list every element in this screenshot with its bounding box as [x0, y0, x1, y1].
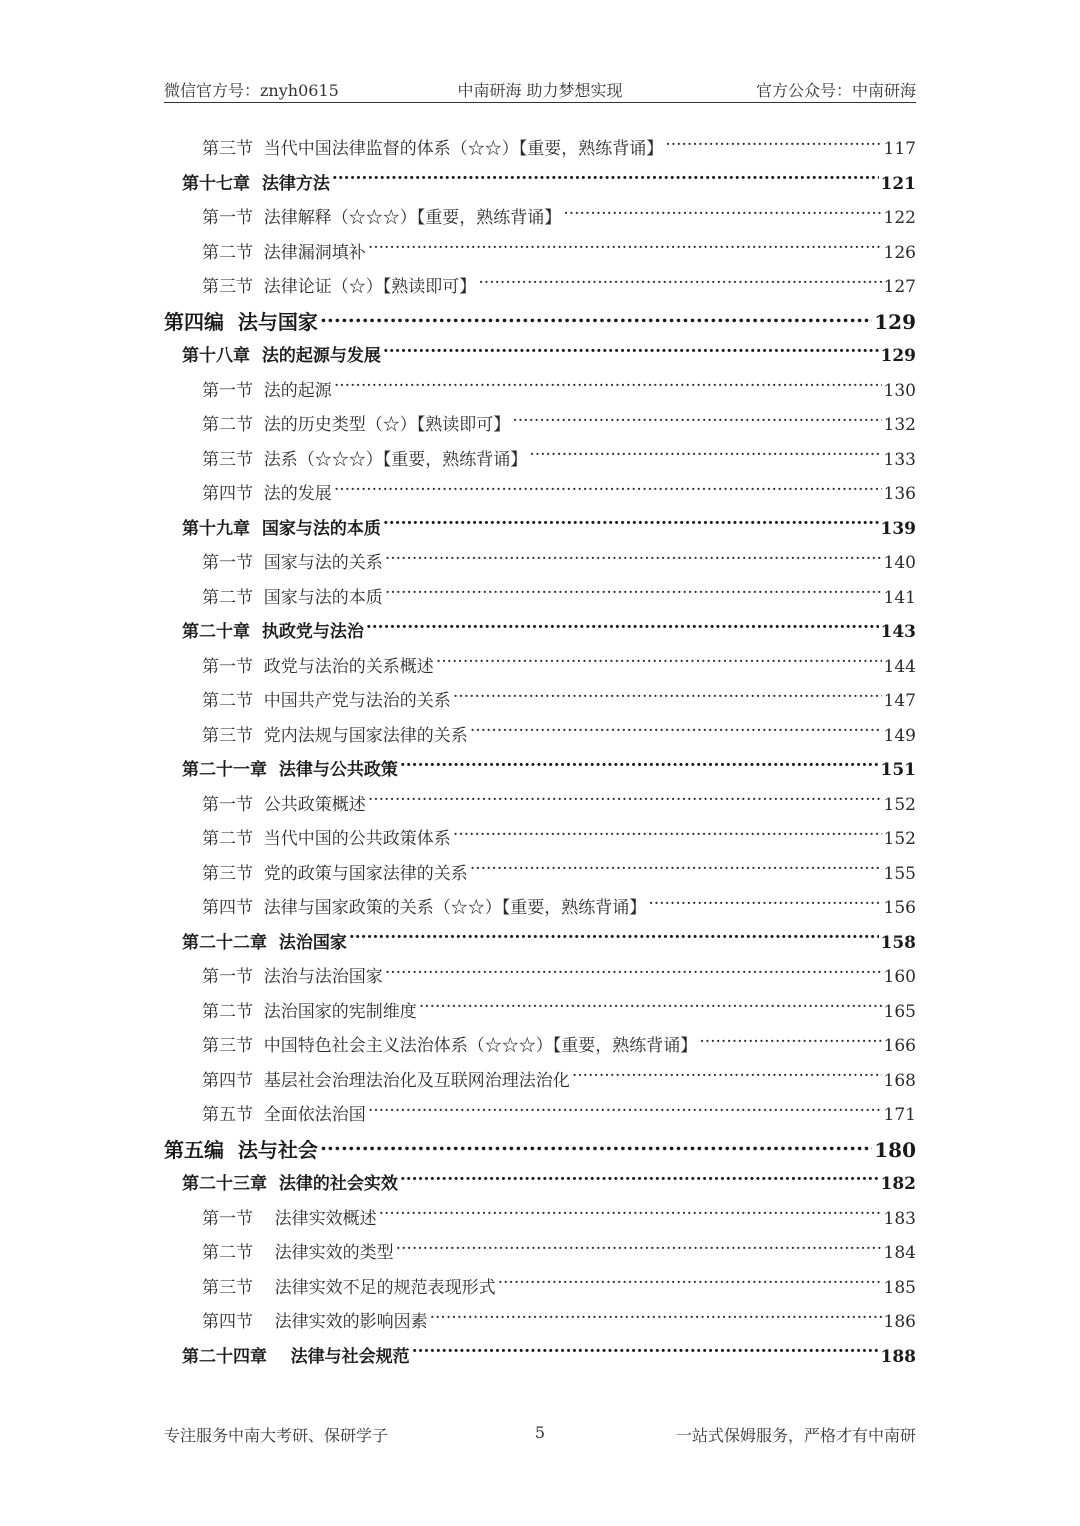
- toc-entry-label: 第三节 法系（☆☆☆）【重要，熟练背诵】: [202, 449, 528, 470]
- toc-entry-section[interactable]: [164, 477, 916, 512]
- toc-dot-leader: [396, 1241, 882, 1258]
- toc-dot-leader: [453, 827, 882, 844]
- toc-entry-part[interactable]: [164, 1133, 916, 1168]
- toc-entry-page-number: 156: [883, 898, 916, 918]
- toc-entry-section[interactable]: [164, 581, 916, 616]
- toc-dot-leader: [349, 931, 879, 948]
- toc-dot-leader: [332, 172, 879, 189]
- toc-entry-page-number: 122: [883, 208, 916, 228]
- toc-entry-section[interactable]: [164, 684, 916, 719]
- toc-entry-page-number: 168: [883, 1070, 916, 1091]
- toc-dot-leader: [470, 862, 882, 879]
- toc-entry-section[interactable]: [164, 270, 916, 305]
- toc-entry-page-number: 171: [883, 1105, 916, 1125]
- toc-entry-section[interactable]: [164, 995, 916, 1030]
- toc-entry-page-number: 182: [880, 1174, 916, 1194]
- toc-dot-leader: [383, 517, 879, 534]
- toc-entry-page-number: 188: [880, 1346, 916, 1367]
- toc-entry-page-number: 117: [883, 139, 916, 159]
- toc-entry-label: 第四节 法律实效的影响因素: [202, 1312, 428, 1332]
- toc-entry-chapter[interactable]: [164, 339, 916, 374]
- toc-entry-page-number: 127: [883, 277, 916, 297]
- toc-entry-section[interactable]: [164, 201, 916, 236]
- toc-dot-leader: [385, 965, 882, 982]
- toc-entry-chapter[interactable]: [164, 926, 916, 961]
- toc-dot-leader: [430, 1310, 882, 1327]
- toc-entry-label: 第一节 政党与法治的关系概述: [202, 656, 434, 677]
- toc-entry-page-number: 130: [883, 380, 916, 401]
- toc-entry-page-number: 133: [883, 449, 916, 470]
- toc-entry-section[interactable]: [164, 788, 916, 823]
- toc-dot-leader: [366, 620, 879, 637]
- toc-entry-page-number: 136: [883, 484, 916, 504]
- toc-entry-label: 第五编 法与社会: [164, 1137, 318, 1162]
- toc-entry-label: 第三节 法律实效不足的规范表现形式: [202, 1277, 496, 1298]
- toc-entry-page-number: 158: [880, 932, 916, 953]
- toc-entry-chapter[interactable]: [164, 512, 916, 547]
- toc-entry-label: 第一节 公共政策概述: [202, 794, 366, 815]
- toc-dot-leader: [512, 413, 881, 430]
- toc-dot-leader: [665, 137, 881, 154]
- toc-dot-leader: [400, 758, 879, 775]
- toc-entry-label: 第二节 中国共产党与法治的关系: [202, 691, 451, 711]
- toc-entry-section[interactable]: [164, 132, 916, 167]
- toc-entry-section[interactable]: [164, 408, 916, 443]
- footer-tagline-left: 专注服务中南大考研、保研学子: [164, 1426, 389, 1445]
- toc-entry-page-number: 186: [883, 1312, 916, 1332]
- toc-entry-page-number: 152: [883, 794, 916, 815]
- toc-entry-section[interactable]: [164, 857, 916, 892]
- toc-entry-page-number: 132: [883, 415, 916, 435]
- toc-entry-section[interactable]: [164, 719, 916, 754]
- toc-entry-section[interactable]: [164, 1202, 916, 1237]
- toc-dot-leader: [383, 344, 879, 361]
- toc-entry-label: 第三节 当代中国法律监督的体系（☆☆）【重要，熟练背诵】: [202, 139, 664, 159]
- toc-dot-leader: [334, 379, 882, 396]
- toc-entry-label: 第二节 国家与法的本质: [202, 587, 383, 608]
- toc-dot-leader: [385, 586, 882, 603]
- toc-entry-page-number: 147: [883, 691, 916, 711]
- toc-dot-leader: [572, 1069, 882, 1086]
- toc-entry-label: 第三节 党内法规与国家法律的关系: [202, 725, 468, 746]
- toc-entry-page-number: 183: [883, 1208, 916, 1229]
- toc-entry-page-number: 185: [883, 1277, 916, 1298]
- toc-dot-leader: [648, 896, 881, 913]
- toc-dot-leader: [379, 1207, 882, 1224]
- toc-entry-section[interactable]: [164, 1098, 916, 1133]
- toc-entry-chapter[interactable]: [164, 1340, 916, 1375]
- toc-entry-label: 第四编 法与国家: [164, 309, 318, 334]
- toc-entry-section[interactable]: [164, 546, 916, 581]
- toc-entry-label: 第二节 当代中国的公共政策体系: [202, 829, 451, 849]
- toc-entry-section[interactable]: [164, 236, 916, 271]
- toc-entry-section[interactable]: [164, 891, 916, 926]
- toc-entry-page-number: 143: [880, 622, 916, 642]
- toc-entry-section[interactable]: [164, 1236, 916, 1271]
- toc-dot-leader: [320, 309, 872, 329]
- toc-entry-page-number: 121: [880, 173, 916, 194]
- toc-entry-section[interactable]: [164, 1305, 916, 1340]
- toc-entry-label: 第五节 全面依法治国: [202, 1105, 366, 1125]
- toc-entry-label: 第三节 中国特色社会主义法治体系（☆☆☆）【重要，熟练背诵】: [202, 1036, 698, 1056]
- toc-entry-label: 第二十四章 法律与社会规范: [182, 1346, 410, 1367]
- toc-entry-page-number: 139: [880, 518, 916, 539]
- toc-dot-leader: [385, 551, 882, 568]
- toc-dot-leader: [400, 1172, 879, 1189]
- toc-entry-chapter[interactable]: [164, 167, 916, 202]
- toc-entry-section[interactable]: [164, 822, 916, 857]
- toc-dot-leader: [368, 241, 882, 258]
- toc-entry-page-number: 129: [874, 309, 916, 334]
- toc-entry-page-number: 166: [883, 1036, 916, 1056]
- toc-entry-label: 第一节 国家与法的关系: [202, 553, 383, 573]
- toc-entry-page-number: 144: [883, 656, 916, 677]
- toc-dot-leader: [498, 1276, 882, 1293]
- toc-entry-page-number: 141: [883, 587, 916, 608]
- toc-entry-section[interactable]: [164, 443, 916, 478]
- toc-entry-label: 第一节 法律实效概述: [202, 1208, 377, 1229]
- toc-entry-section[interactable]: [164, 1064, 916, 1099]
- toc-entry-page-number: 184: [883, 1243, 916, 1263]
- toc-dot-leader: [470, 724, 882, 741]
- toc-entry-label: 第二十章 执政党与法治: [182, 622, 364, 642]
- toc-entry-label: 第二节 法的历史类型（☆）【熟读即可】: [202, 415, 511, 435]
- toc-entry-label: 第十八章 法的起源与发展: [182, 346, 381, 366]
- toc-entry-label: 第二十二章 法治国家: [182, 932, 347, 953]
- toc-entry-chapter[interactable]: [164, 615, 916, 650]
- toc-entry-section[interactable]: [164, 374, 916, 409]
- header-official-account: 官方公众号：中南研海: [755, 81, 916, 100]
- header-slogan: 中南研海 助力梦想实现: [457, 81, 623, 100]
- toc-entry-chapter[interactable]: [164, 753, 916, 788]
- toc-entry-label: 第一节 法律解释（☆☆☆）【重要，熟练背诵】: [202, 208, 562, 228]
- toc-entry-label: 第四节 法律与国家政策的关系（☆☆）【重要，熟练背诵】: [202, 898, 647, 918]
- toc-entry-label: 第十七章 法律方法: [182, 173, 330, 194]
- toc-dot-leader: [563, 206, 881, 223]
- toc-dot-leader: [453, 689, 882, 706]
- toc-dot-leader: [478, 275, 881, 292]
- toc-entry-label: 第三节 法律论证（☆）【熟读即可】: [202, 277, 477, 297]
- toc-dot-leader: [320, 1137, 872, 1157]
- toc-entry-part[interactable]: [164, 305, 916, 340]
- toc-entry-page-number: 126: [883, 242, 916, 263]
- toc-entry-chapter[interactable]: [164, 1167, 916, 1202]
- page-header: [164, 78, 916, 103]
- toc-dot-leader: [436, 655, 882, 672]
- toc-entry-section[interactable]: [164, 650, 916, 685]
- toc-entry-page-number: 140: [883, 553, 916, 573]
- table-of-contents: [164, 132, 916, 1374]
- toc-entry-page-number: 155: [883, 863, 916, 884]
- footer-page-number: 5: [534, 1423, 546, 1442]
- toc-entry-page-number: 160: [883, 967, 916, 987]
- toc-dot-leader: [529, 448, 881, 465]
- toc-entry-section[interactable]: [164, 1029, 916, 1064]
- footer-tagline-right: 一站式保姆服务，严格才有中南研: [675, 1426, 916, 1445]
- toc-dot-leader: [419, 1000, 882, 1017]
- toc-dot-leader: [368, 793, 882, 810]
- toc-entry-page-number: 152: [883, 829, 916, 849]
- toc-entry-page-number: 165: [883, 1001, 916, 1022]
- toc-entry-label: 第四节 基层社会治理法治化及互联网治理法治化: [202, 1070, 570, 1091]
- toc-entry-label: 第三节 党的政策与国家法律的关系: [202, 863, 468, 884]
- toc-entry-label: 第四节 法的发展: [202, 484, 332, 504]
- page-footer: [164, 1423, 916, 1445]
- toc-entry-label: 第二节 法治国家的宪制维度: [202, 1001, 417, 1022]
- toc-entry-page-number: 149: [883, 725, 916, 746]
- toc-entry-section[interactable]: [164, 1271, 916, 1306]
- toc-entry-page-number: 180: [874, 1137, 916, 1162]
- toc-entry-label: 第二十一章 法律与公共政策: [182, 760, 398, 780]
- toc-entry-page-number: 151: [880, 760, 916, 780]
- toc-dot-leader: [334, 482, 882, 499]
- header-wechat-id: 微信官方号：znyh0615: [164, 81, 339, 100]
- toc-entry-label: 第十九章 国家与法的本质: [182, 518, 381, 539]
- toc-dot-leader: [412, 1345, 879, 1362]
- toc-entry-page-number: 129: [880, 346, 916, 366]
- toc-entry-label: 第二节 法律实效的类型: [202, 1243, 394, 1263]
- toc-dot-leader: [368, 1103, 882, 1120]
- toc-entry-label: 第一节 法治与法治国家: [202, 967, 383, 987]
- toc-dot-leader: [699, 1034, 881, 1051]
- toc-entry-label: 第二节 法律漏洞填补: [202, 242, 366, 263]
- toc-entry-label: 第一节 法的起源: [202, 380, 332, 401]
- toc-entry-label: 第二十三章 法律的社会实效: [182, 1174, 398, 1194]
- toc-entry-section[interactable]: [164, 960, 916, 995]
